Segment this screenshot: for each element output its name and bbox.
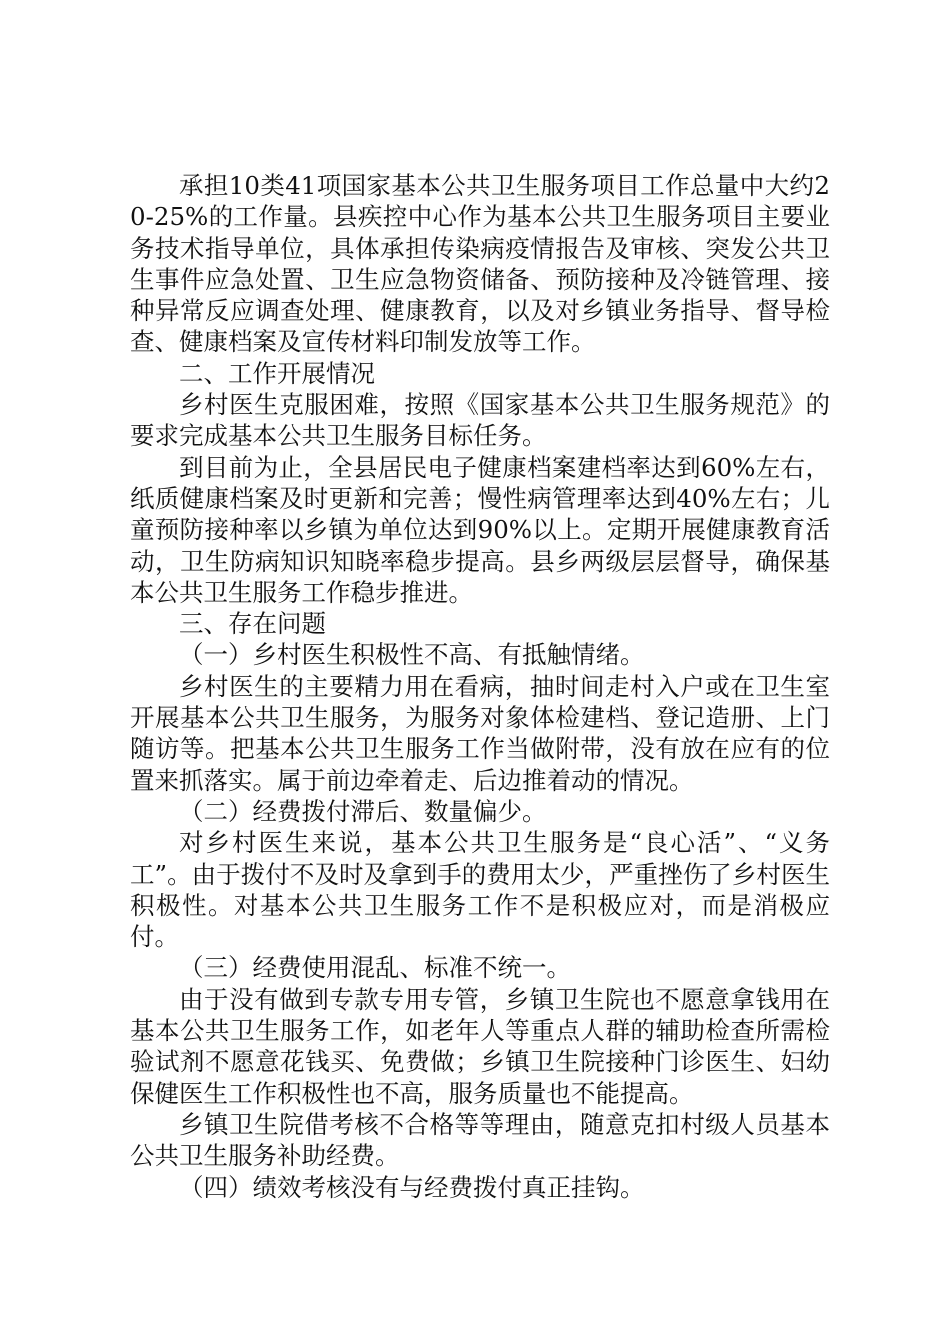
paragraph-duties: 承担10类41项国家基本公共卫生服务项目工作总量中大约20-25%的工作量。县疾控中心作为基本公共卫生服务项目主要业务技术指导单位，具体承担传染病疫情报告及审核、突发公共卫生事件应急处置、卫生应急物资储备、预防接种及冷链管理、接种异常反应调查处理、健康教育，以及对乡镇业务指导、督导检查、健康档案及宣传材料印制发放等工作。 (130, 171, 830, 357)
heading-existing-problems: 三、存在问题 (179, 609, 326, 639)
document-body (130, 170, 830, 1203)
heading-work-progress: 二、工作开展情况 (179, 358, 375, 388)
paragraph-achievements: 到目前为止，全县居民电子健康档案建档率达到60%左右，纸质健康档案及时更新和完善；慢性病管理率达到40%左右；儿童预防接种率以乡镇为单位达到90%以上。定期开展健康教育活动，卫生防病知识知晓率稳步提高。县乡两级层层督导，确保基本公共卫生服务工作稳步推进。 (130, 452, 830, 607)
paragraph-village-doctors: 乡村医生克服困难，按照《国家基本公共卫生服务规范》的要求完成基本公共卫生服务目标任务。 (130, 390, 830, 451)
subheading-problem-1: （一）乡村医生积极性不高、有抵触情绪。 (179, 640, 645, 670)
subheading-problem-4: （四）绩效考核没有与经费拨付真正挂钩。 (179, 1172, 645, 1202)
paragraph-problem-3b: 乡镇卫生院借考核不合格等等理由，随意克扣村级人员基本公共卫生服务补助经费。 (130, 1109, 830, 1171)
paragraph-problem-2: 对乡村医生来说，基本公共卫生服务是“良心活”、“义务工”。由于拨付不及时及拿到手的费用太少，严重挫伤了乡村医生积极性。对基本公共卫生服务工作不是积极应对，而是消极应付。 (130, 828, 830, 952)
subheading-problem-3: （三）经费使用混乱、标准不统一。 (179, 953, 571, 983)
paragraph-problem-1: 乡村医生的主要精力用在看病，抽时间走村入户或在卫生室开展基本公共卫生服务，为服务对象体检建档、登记造册、上门随访等。把基本公共卫生服务工作当做附带，没有放在应有的位置来抓落实。属于前边牵着走、后边推着动的情况。 (130, 671, 830, 795)
subheading-problem-2: （二）经费拨付滞后、数量偏少。 (179, 796, 547, 826)
paragraph-problem-3a: 由于没有做到专款专用专管，乡镇卫生院也不愿意拿钱用在基本公共卫生服务工作，如老年人等重点人群的辅助检查所需检验试剂不愿意花钱买、免费做；乡镇卫生院接种门诊医生、妇幼保健医生工作积极性也不高，服务质量也不能提高。 (130, 984, 830, 1108)
